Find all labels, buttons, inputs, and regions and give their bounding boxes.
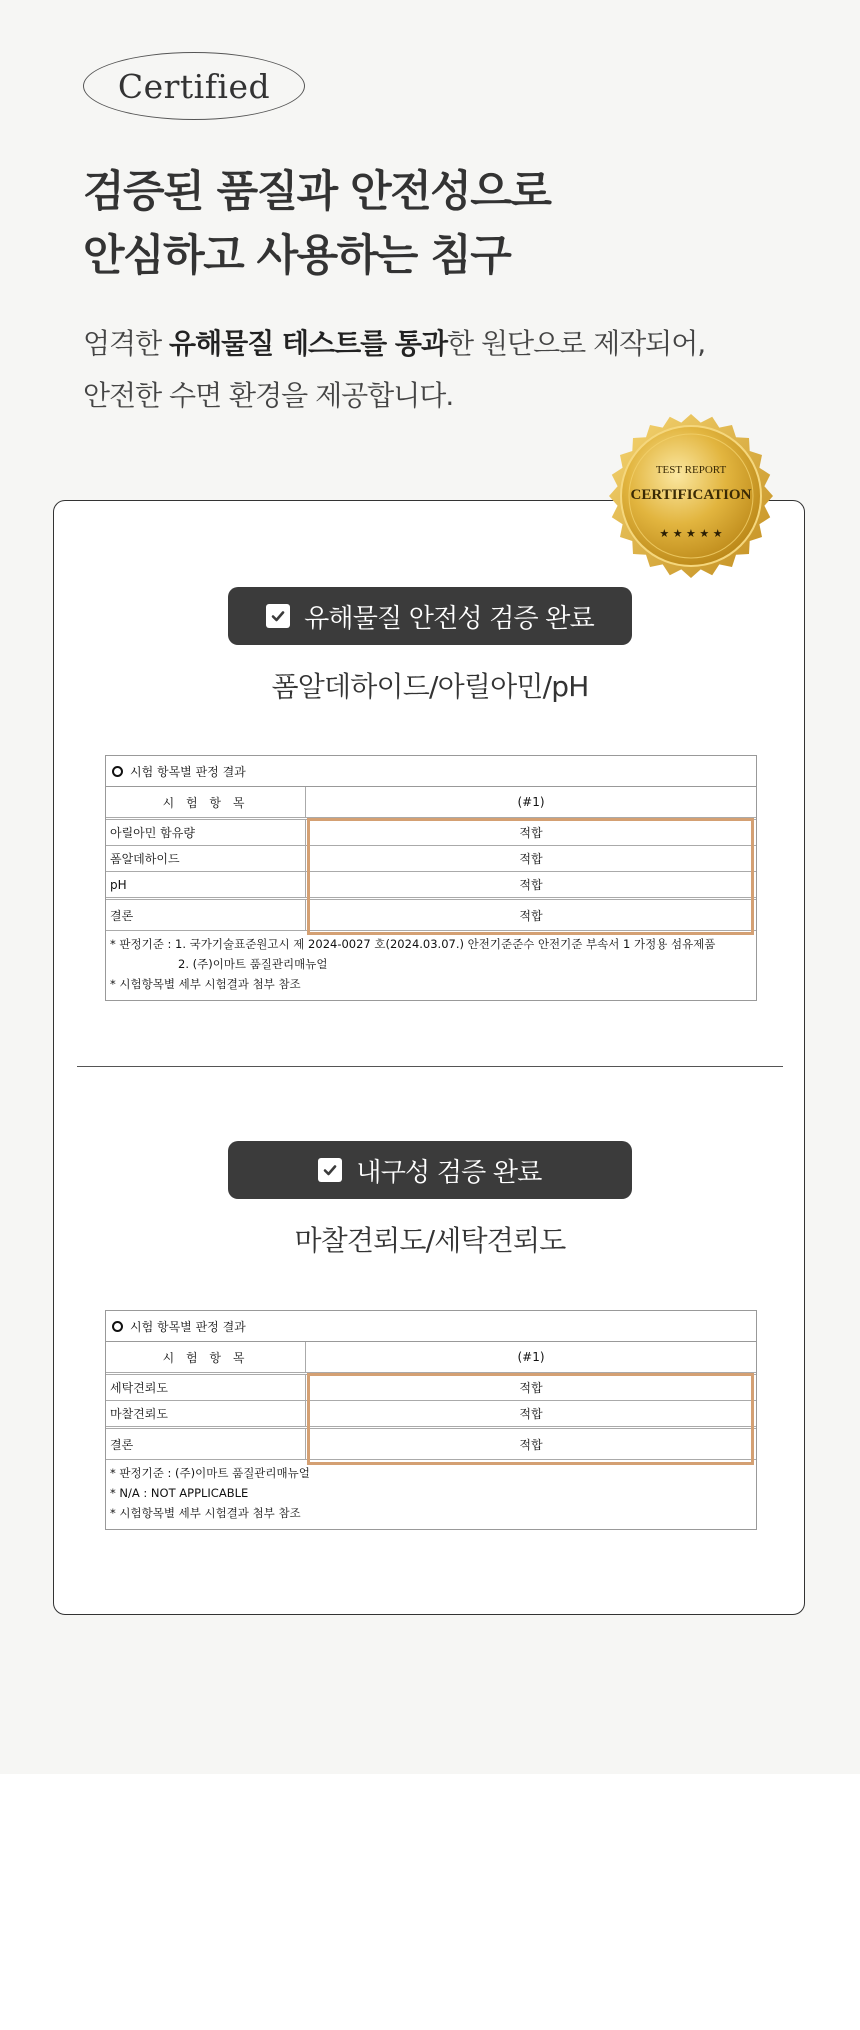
seal-text-main: CERTIFICATION <box>630 487 752 503</box>
banner-label: 내구성 검증 완료 <box>356 1157 542 1188</box>
row-item: pH <box>106 872 306 897</box>
row-item: 마찰견뢰도 <box>106 1401 306 1426</box>
subtext-post: 한 원단으로 제작되어, <box>447 327 706 360</box>
col-sample: (#1) <box>517 795 545 809</box>
row-item: 결론 <box>106 1429 306 1459</box>
table-row-conclusion <box>106 900 756 931</box>
subtext-bold: 유해물질 테스트를 통과 <box>169 327 448 360</box>
note: * 판정기준 : 1. 국가기술표준원고시 제 2024-0027 호(2024.03.07.) 안전기준준수 안전기준 부속서 1 가정용 섬유제품 <box>110 937 716 951</box>
report-heading <box>106 756 756 787</box>
table-row-conclusion <box>106 1429 756 1460</box>
report-heading-text: 시험 항목별 판정 결과 <box>130 764 246 779</box>
subtext-line2: 안전한 수면 환경을 제공합니다. <box>83 379 454 412</box>
checkbox-checked-icon <box>318 1158 342 1182</box>
page-subtext <box>83 318 705 422</box>
report-heading-text: 시험 항목별 판정 결과 <box>130 1319 246 1334</box>
row-result: 적합 <box>519 826 543 840</box>
section1-subtitle: 폼알데하이드/아릴아민/pH <box>271 670 589 703</box>
banner-label: 유해물질 안전성 검증 완료 <box>304 603 594 634</box>
col-sample: (#1) <box>517 1350 545 1364</box>
report-notes <box>106 1460 756 1529</box>
row-result: 적합 <box>519 1381 543 1395</box>
checkbox-checked-icon <box>266 604 290 628</box>
col-item: 시 험 항 목 <box>106 1342 306 1372</box>
report-notes <box>106 931 756 1000</box>
row-result: 적합 <box>519 852 543 866</box>
section-divider <box>77 1066 783 1067</box>
report-heading <box>106 1311 756 1342</box>
report-column-header <box>106 787 756 820</box>
note: * 시험항목별 세부 시험결과 첨부 참조 <box>110 977 301 991</box>
row-result: 적합 <box>519 878 543 892</box>
certified-label: Certified <box>117 66 271 106</box>
subtext-pre: 엄격한 <box>83 327 170 360</box>
row-item: 세탁견뢰도 <box>106 1375 306 1400</box>
test-report-2 <box>105 1310 757 1530</box>
row-item: 폼알데하이드 <box>106 846 306 871</box>
table-row <box>106 1401 756 1429</box>
test-report-1 <box>105 755 757 1001</box>
headline-line1: 검증된 품질과 안전성으로 <box>83 167 551 217</box>
seal-stars: ★ ★ ★ ★ ★ <box>659 527 723 540</box>
row-result: 적합 <box>519 1437 543 1452</box>
report-column-header <box>106 1342 756 1375</box>
subtext-line1 <box>83 318 705 370</box>
circle-bullet-icon <box>112 766 123 777</box>
row-result: 적합 <box>519 1407 543 1421</box>
row-item: 결론 <box>106 900 306 930</box>
gold-seal-icon <box>608 413 774 579</box>
banner-harmful-substance <box>228 587 632 645</box>
section2-subtitle: 마찰견뢰도/세탁견뢰도 <box>294 1224 566 1257</box>
certified-pill <box>83 52 305 120</box>
page-headline <box>83 160 550 288</box>
table-row <box>106 846 756 872</box>
note: * 판정기준 : (주)이마트 품질관리매뉴얼 <box>110 1466 310 1480</box>
circle-bullet-icon <box>112 1321 123 1332</box>
row-item: 아릴아민 함유량 <box>106 820 306 845</box>
note: 2. (주)이마트 품질관리매뉴얼 <box>178 957 328 971</box>
row-result: 적합 <box>519 908 543 923</box>
col-item: 시 험 항 목 <box>106 787 306 817</box>
headline-line2: 안심하고 사용하는 침구 <box>83 231 511 281</box>
banner-durability <box>228 1141 632 1199</box>
seal-text-top: TEST REPORT <box>655 464 727 476</box>
table-row <box>106 872 756 900</box>
table-row <box>106 820 756 846</box>
table-row <box>106 1375 756 1401</box>
note: * 시험항목별 세부 시험결과 첨부 참조 <box>110 1506 301 1520</box>
note: * N/A : NOT APPLICABLE <box>110 1486 249 1500</box>
